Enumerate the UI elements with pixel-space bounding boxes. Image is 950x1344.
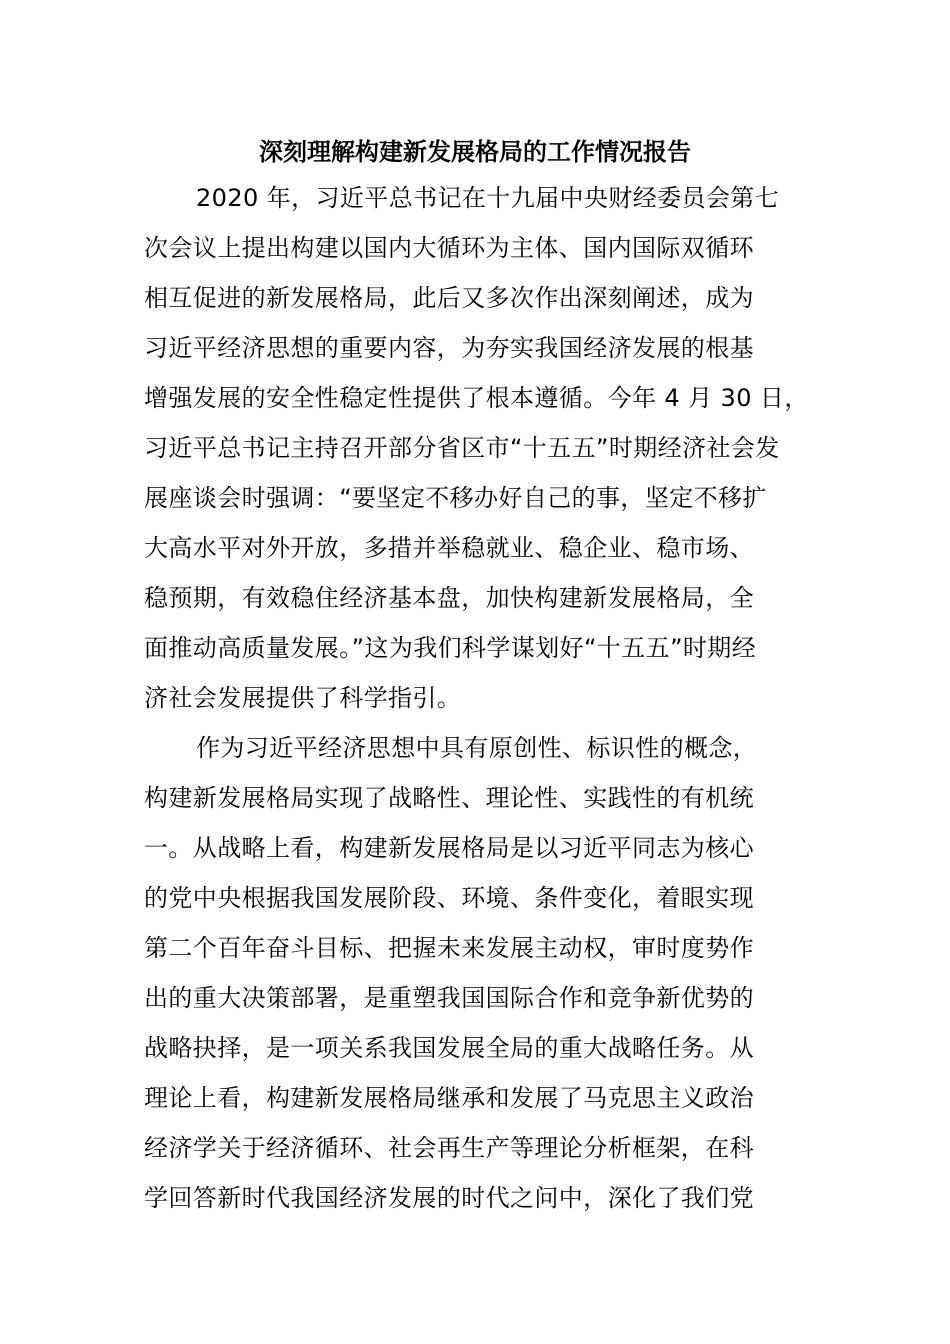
- paragraph-1-line-4: 习近平经济思想的重要内容，为夯实我国经济发展的根基: [144, 334, 754, 362]
- paragraph-1-line-5: 增强发展的安全性稳定性提供了根本遵循。今年 4 月 30 日，: [144, 384, 809, 412]
- paragraph-1-line-6: 习近平总书记主持召开部分省区市“十五五”时期经济社会发: [144, 434, 780, 462]
- paragraph-2-line-2: 构建新发展格局实现了战略性、理论性、实践性的有机统: [144, 784, 754, 812]
- paragraph-1-line-3: 相互促进的新发展格局，此后又多次作出深刻阐述，成为: [144, 284, 754, 312]
- paragraph-1-line-9: 稳预期，有效稳住经济基本盘，加快构建新发展格局，全: [144, 584, 754, 612]
- paragraph-2-line-9: 经济学关于经济循环、社会再生产等理论分析框架，在科: [144, 1134, 754, 1162]
- paragraph-1-line-7: 展座谈会时强调：“要坚定不移办好自己的事，坚定不移扩: [144, 484, 767, 512]
- paragraph-2-line-10: 学回答新时代我国经济发展的时代之问中，深化了我们党: [144, 1184, 754, 1212]
- paragraph-1-line-1: 2020 年，习近平总书记在十九届中央财经委员会第七: [196, 184, 780, 212]
- paragraph-2-line-5: 第二个百年奋斗目标、把握未来发展主动权，审时度势作: [144, 934, 754, 962]
- paragraph-1-line-10: 面推动高质量发展。”这为我们科学谋划好“十五五”时期经: [144, 634, 757, 662]
- paragraph-2-line-8: 理论上看，构建新发展格局继承和发展了马克思主义政治: [144, 1084, 754, 1112]
- document-title: 深刻理解构建新发展格局的工作情况报告: [259, 138, 691, 166]
- paragraph-2-line-4: 的党中央根据我国发展阶段、环境、条件变化，着眼实现: [144, 884, 754, 912]
- paragraph-2-line-6: 出的重大决策部署，是重塑我国国际合作和竞争新优势的: [144, 984, 754, 1012]
- paragraph-1-line-8: 大高水平对外开放，多措并举稳就业、稳企业、稳市场、: [144, 534, 754, 562]
- paragraph-1-line-2: 次会议上提出构建以国内大循环为主体、国内国际双循环: [144, 234, 754, 262]
- paragraph-1-line-11: 济社会发展提供了科学指引。: [144, 684, 462, 712]
- paragraph-2-line-7: 战略抉择，是一项关系我国发展全局的重大战略任务。从: [144, 1034, 754, 1062]
- paragraph-2-line-3: 一。从战略上看，构建新发展格局是以习近平同志为核心: [144, 834, 754, 862]
- paragraph-2-line-1: 作为习近平经济思想中具有原创性、标识性的概念，: [196, 734, 758, 762]
